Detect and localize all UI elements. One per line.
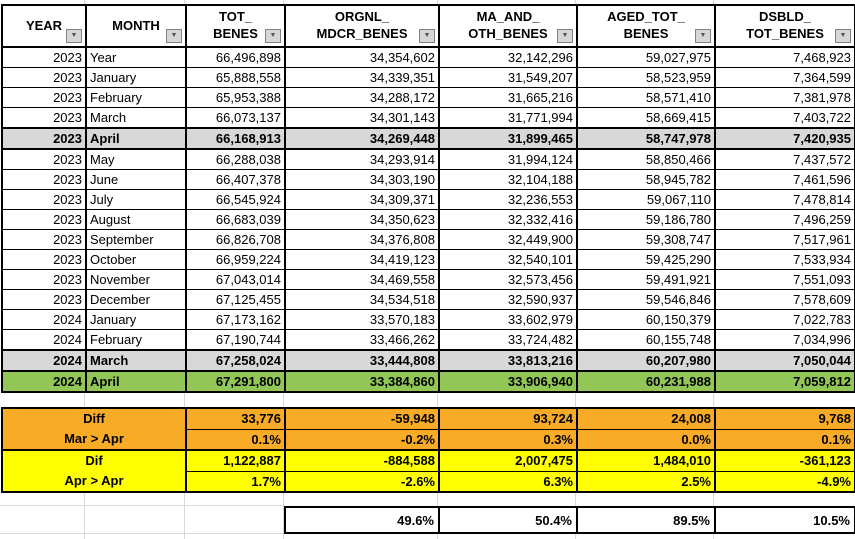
filter-dropdown-icon[interactable]: [265, 29, 281, 43]
cell-value[interactable]: 32,449,900: [439, 230, 577, 250]
summary-label-line: Dif: [85, 453, 103, 468]
gridline: [0, 505, 284, 506]
cell-value[interactable]: 7,022,783: [715, 310, 855, 330]
header-label: YEAR: [25, 17, 63, 33]
cell-value[interactable]: 58,850,466: [577, 149, 715, 170]
summary-label-line: Mar > Apr: [64, 431, 124, 446]
cell-value[interactable]: 7,403,722: [715, 108, 855, 129]
cell-month[interactable]: January: [86, 310, 186, 330]
summary-diff-value[interactable]: 2,007,475: [439, 450, 577, 471]
summary-diff-value[interactable]: 93,724: [439, 408, 577, 429]
cell-value[interactable]: 65,953,388: [186, 88, 285, 108]
summary-pct-value[interactable]: 2.5%: [577, 471, 715, 492]
cell-value[interactable]: 66,959,224: [186, 250, 285, 270]
cell-value[interactable]: 34,469,558: [285, 270, 439, 290]
cell-value[interactable]: 59,027,975: [577, 47, 715, 68]
header-label: BENES: [623, 26, 669, 41]
summary-row: [2, 450, 855, 471]
cell-value[interactable]: 67,125,455: [186, 290, 285, 310]
table-row: [2, 350, 855, 371]
table-row: [2, 190, 855, 210]
cell-year[interactable]: 2023: [2, 108, 86, 129]
table-row: [2, 290, 855, 310]
cell-value[interactable]: 33,813,216: [439, 350, 577, 371]
summary-label-line: Apr > Apr: [64, 473, 124, 488]
table-row: [2, 270, 855, 290]
cell-month[interactable]: April: [86, 128, 186, 149]
cell-value[interactable]: 66,288,038: [186, 149, 285, 170]
cell-value[interactable]: 34,309,371: [285, 190, 439, 210]
percentage-row: [284, 506, 855, 534]
benes-table: [1, 4, 855, 393]
summary-diff-value[interactable]: 33,776: [186, 408, 285, 429]
cell-value[interactable]: 32,104,188: [439, 170, 577, 190]
summary-table: [1, 407, 855, 493]
cell-value[interactable]: 31,994,124: [439, 149, 577, 170]
cell-value[interactable]: 66,545,924: [186, 190, 285, 210]
summary-label-line: Diff: [83, 411, 105, 426]
column-header-tot[interactable]: [186, 5, 285, 47]
header-label: MONTH: [112, 17, 160, 33]
table-row: [2, 310, 855, 330]
cell-value[interactable]: 32,236,553: [439, 190, 577, 210]
cell-value[interactable]: 31,549,207: [439, 68, 577, 88]
cell-value[interactable]: 7,420,935: [715, 128, 855, 149]
cell-value[interactable]: 7,533,934: [715, 250, 855, 270]
cell-month[interactable]: May: [86, 149, 186, 170]
cell-value[interactable]: 33,466,262: [285, 330, 439, 351]
cell-value[interactable]: 32,142,296: [439, 47, 577, 68]
cell-year[interactable]: 2024: [2, 371, 86, 392]
cell-value[interactable]: 32,540,101: [439, 250, 577, 270]
header-label: ORGNL_: [334, 9, 390, 25]
cell-value[interactable]: 59,425,290: [577, 250, 715, 270]
cell-value[interactable]: 66,826,708: [186, 230, 285, 250]
column-header-aged[interactable]: [577, 5, 715, 47]
cell-year[interactable]: 2023: [2, 149, 86, 170]
cell-value[interactable]: 31,771,994: [439, 108, 577, 129]
cell-value[interactable]: 67,173,162: [186, 310, 285, 330]
share-percentage-cell[interactable]: 89.5%: [577, 507, 715, 533]
cell-value[interactable]: 7,050,044: [715, 350, 855, 371]
cell-value[interactable]: 58,945,782: [577, 170, 715, 190]
summary-label[interactable]: [2, 450, 186, 492]
cell-value[interactable]: 7,364,599: [715, 68, 855, 88]
cell-month[interactable]: December: [86, 290, 186, 310]
table-row: [2, 128, 855, 149]
cell-year[interactable]: 2023: [2, 270, 86, 290]
percentage-cells: [285, 507, 855, 533]
filter-dropdown-icon[interactable]: [166, 29, 182, 43]
column-header-month[interactable]: [86, 5, 186, 47]
cell-month[interactable]: September: [86, 230, 186, 250]
cell-year[interactable]: 2023: [2, 47, 86, 68]
table-row: [2, 250, 855, 270]
header-label: OTH_BENES: [468, 26, 548, 41]
cell-value[interactable]: 7,551,093: [715, 270, 855, 290]
cell-value[interactable]: 34,350,623: [285, 210, 439, 230]
cell-value[interactable]: 34,339,351: [285, 68, 439, 88]
cell-value[interactable]: 33,906,940: [439, 371, 577, 392]
header-label: MDCR_BENES: [316, 26, 408, 41]
cell-year[interactable]: 2024: [2, 310, 86, 330]
cell-month[interactable]: March: [86, 350, 186, 371]
cell-value[interactable]: 34,419,123: [285, 250, 439, 270]
column-header-ma[interactable]: [439, 5, 577, 47]
cell-value[interactable]: 34,534,518: [285, 290, 439, 310]
cell-value[interactable]: 33,602,979: [439, 310, 577, 330]
cell-value[interactable]: 7,437,572: [715, 149, 855, 170]
table-row: [2, 108, 855, 129]
cell-value[interactable]: 33,384,860: [285, 371, 439, 392]
cell-value[interactable]: 32,332,416: [439, 210, 577, 230]
table-row: [2, 330, 855, 351]
cell-value[interactable]: 67,190,744: [186, 330, 285, 351]
cell-value[interactable]: 66,168,913: [186, 128, 285, 149]
cell-value[interactable]: 7,034,996: [715, 330, 855, 351]
cell-month[interactable]: February: [86, 330, 186, 351]
share-percentage-cell[interactable]: 49.6%: [285, 507, 439, 533]
cell-value[interactable]: 66,073,137: [186, 108, 285, 129]
cell-value[interactable]: 32,573,456: [439, 270, 577, 290]
cell-month[interactable]: November: [86, 270, 186, 290]
cell-value[interactable]: 33,724,482: [439, 330, 577, 351]
cell-value[interactable]: 60,231,988: [577, 371, 715, 392]
cell-value[interactable]: 34,376,808: [285, 230, 439, 250]
cell-value[interactable]: 33,570,183: [285, 310, 439, 330]
summary-diff-value[interactable]: -361,123: [715, 450, 855, 471]
cell-year[interactable]: 2023: [2, 128, 86, 149]
cell-value[interactable]: 33,444,808: [285, 350, 439, 371]
cell-value[interactable]: 7,578,609: [715, 290, 855, 310]
cell-month[interactable]: January: [86, 68, 186, 88]
cell-value[interactable]: 59,546,846: [577, 290, 715, 310]
summary-pct-value[interactable]: -0.2%: [285, 429, 439, 450]
header-label: BENES: [213, 26, 258, 41]
gridline: [0, 533, 284, 534]
cell-value[interactable]: 66,496,898: [186, 47, 285, 68]
cell-month[interactable]: June: [86, 170, 186, 190]
cell-value[interactable]: 66,683,039: [186, 210, 285, 230]
cell-value[interactable]: 7,496,259: [715, 210, 855, 230]
cell-value[interactable]: 58,523,959: [577, 68, 715, 88]
summary-pct-value[interactable]: 1.7%: [186, 471, 285, 492]
table-row: [2, 68, 855, 88]
cell-month[interactable]: August: [86, 210, 186, 230]
column-header-year[interactable]: [2, 5, 86, 47]
cell-value[interactable]: 59,491,921: [577, 270, 715, 290]
cell-month[interactable]: October: [86, 250, 186, 270]
cell-year[interactable]: 2023: [2, 230, 86, 250]
summary-diff-value[interactable]: 24,008: [577, 408, 715, 429]
cell-value[interactable]: 7,381,978: [715, 88, 855, 108]
filter-dropdown-icon[interactable]: [835, 29, 851, 43]
cell-value[interactable]: 59,186,780: [577, 210, 715, 230]
cell-value[interactable]: 7,468,923: [715, 47, 855, 68]
cell-year[interactable]: 2023: [2, 88, 86, 108]
summary-pct-value[interactable]: 6.3%: [439, 471, 577, 492]
cell-value[interactable]: 34,301,143: [285, 108, 439, 129]
header-label: AGED_TOT_: [607, 9, 685, 25]
cell-value[interactable]: 59,067,110: [577, 190, 715, 210]
summary-label[interactable]: [2, 408, 186, 450]
cell-month[interactable]: April: [86, 371, 186, 392]
cell-value[interactable]: 7,059,812: [715, 371, 855, 392]
cell-year[interactable]: 2023: [2, 170, 86, 190]
cell-year[interactable]: 2023: [2, 250, 86, 270]
cell-year[interactable]: 2023: [2, 290, 86, 310]
cell-value[interactable]: 59,308,747: [577, 230, 715, 250]
cell-month[interactable]: March: [86, 108, 186, 129]
table-row: [2, 47, 855, 68]
cell-value[interactable]: 34,303,190: [285, 170, 439, 190]
summary-diff-value[interactable]: 9,768: [715, 408, 855, 429]
filter-dropdown-icon[interactable]: [66, 29, 82, 43]
cell-value[interactable]: 65,888,558: [186, 68, 285, 88]
summary-pct-value[interactable]: -2.6%: [285, 471, 439, 492]
cell-value[interactable]: 67,291,800: [186, 371, 285, 392]
cell-value[interactable]: 60,207,980: [577, 350, 715, 371]
cell-value[interactable]: 60,150,379: [577, 310, 715, 330]
cell-value[interactable]: 31,899,465: [439, 128, 577, 149]
cell-value[interactable]: 31,665,216: [439, 88, 577, 108]
share-percentage-cell[interactable]: 10.5%: [715, 507, 855, 533]
summary-pct-value[interactable]: 0.3%: [439, 429, 577, 450]
cell-value[interactable]: 58,669,415: [577, 108, 715, 129]
cell-value[interactable]: 34,293,914: [285, 149, 439, 170]
share-percentage-cell[interactable]: 50.4%: [439, 507, 577, 533]
table-row: [2, 230, 855, 250]
column-header-dsbld[interactable]: [715, 5, 855, 47]
summary-diff-value[interactable]: -59,948: [285, 408, 439, 429]
header-label: MA_AND_: [476, 9, 540, 25]
header-row: [2, 5, 855, 47]
cell-year[interactable]: 2024: [2, 350, 86, 371]
filter-dropdown-icon[interactable]: [557, 29, 573, 43]
cell-value[interactable]: 34,269,448: [285, 128, 439, 149]
table-row: [2, 170, 855, 190]
cell-value[interactable]: 58,747,978: [577, 128, 715, 149]
cell-year[interactable]: 2023: [2, 190, 86, 210]
summary-pct-value[interactable]: -4.9%: [715, 471, 855, 492]
summary-diff-value[interactable]: 1,484,010: [577, 450, 715, 471]
column-header-orgnl[interactable]: [285, 5, 439, 47]
table-row: [2, 210, 855, 230]
cell-value[interactable]: 60,155,748: [577, 330, 715, 351]
table-row: [2, 88, 855, 108]
header-label: DSBLD_: [758, 9, 811, 25]
summary-diff-value[interactable]: -884,588: [285, 450, 439, 471]
table-row: [2, 149, 855, 170]
cell-month[interactable]: February: [86, 88, 186, 108]
header-label: TOT_BENES: [746, 26, 824, 41]
cell-value[interactable]: 7,517,961: [715, 230, 855, 250]
summary-pct-value[interactable]: 0.1%: [715, 429, 855, 450]
cell-value[interactable]: 7,461,596: [715, 170, 855, 190]
cell-month[interactable]: July: [86, 190, 186, 210]
cell-year[interactable]: 2024: [2, 330, 86, 351]
cell-value[interactable]: 7,478,814: [715, 190, 855, 210]
cell-value[interactable]: 67,258,024: [186, 350, 285, 371]
summary-pct-value[interactable]: 0.0%: [577, 429, 715, 450]
filter-dropdown-icon[interactable]: [695, 29, 711, 43]
cell-value[interactable]: 58,571,410: [577, 88, 715, 108]
filter-dropdown-icon[interactable]: [419, 29, 435, 43]
cell-value[interactable]: 67,043,014: [186, 270, 285, 290]
cell-value[interactable]: 32,590,937: [439, 290, 577, 310]
cell-value[interactable]: 66,407,378: [186, 170, 285, 190]
summary-diff-value[interactable]: 1,122,887: [186, 450, 285, 471]
cell-value[interactable]: 34,354,602: [285, 47, 439, 68]
header-label: TOT_: [219, 9, 252, 25]
cell-year[interactable]: 2023: [2, 68, 86, 88]
cell-value[interactable]: 34,288,172: [285, 88, 439, 108]
summary-pct-value[interactable]: 0.1%: [186, 429, 285, 450]
table-row: [2, 371, 855, 392]
cell-month[interactable]: Year: [86, 47, 186, 68]
cell-year[interactable]: 2023: [2, 210, 86, 230]
summary-row: [2, 408, 855, 429]
